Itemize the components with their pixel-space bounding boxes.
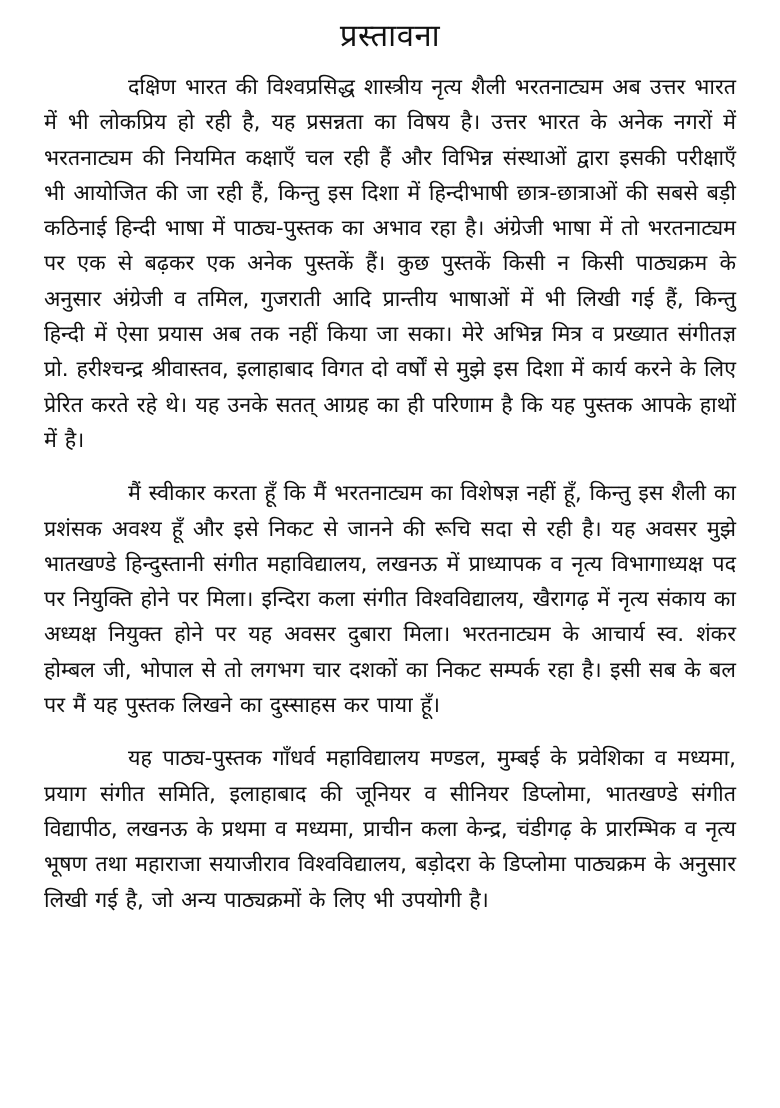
paragraph-1: दक्षिण भारत की विश्वप्रसिद्ध शास्त्रीय नृत्य शैली भरतनाट्यम अब उत्तर भारत में भी लोकप्रिय हो रही है, यह प्रसन्नता का विषय है। उत्तर भारत के अनेक नगरों में भरतनाट्यम की नियमित कक्षाएँ चल रही हैं और विभिन्न संस्थाओं द्वारा इसकी परीक्षाएँ भी आयोजित की जा रही हैं, किन्तु इस दिशा में हिन्दीभाषी छात्र-छात्राओं की सबसे बड़ी कठिनाई हिन्दी भाषा में पाठ्य-पुस्तक का अभाव रहा है। अंग्रेजी भाषा में तो भरतनाट्यम पर एक से बढ़कर एक अनेक पुस्तकें हैं। कुछ पुस्तकें किसी न किसी पाठ्यक्रम के अनुसार अंग्रेजी व तमिल, गुजराती आदि प्रान्तीय भाषाओं में भी लिखी गई हैं, किन्तु हिन्दी में ऐसा प्रयास अब तक नहीं किया जा सका। मेरे अभिन्न मित्र व प्रख्यात संगीतज्ञ प्रो. हरीश्चन्द्र श्रीवास्तव, इलाहाबाद विगत दो वर्षों से मुझे इस दिशा में कार्य करने के लिए प्रेरित करते रहे थे। यह उनके सतत् आग्रह का ही परिणाम है कि यह पुस्तक आपके हाथों में है। — [44, 75, 736, 453]
paragraph-2: मैं स्वीकार करता हूँ कि मैं भरतनाट्यम का विशेषज्ञ नहीं हूँ, किन्तु इस शैली का प्रशंसक अवश्य हूँ और इसे निकट से जानने की रूचि सदा से रही है। यह अवसर मुझे भातखण्डे हिन्दुस्तानी संगीत महाविद्यालय, लखनऊ में प्राध्यापक व नृत्य विभागाध्यक्ष पद पर नियुक्ति होने पर मिला। इन्दिरा कला संगीत विश्वविद्यालय, खैरागढ़ में नृत्य संकाय का अध्यक्ष नियुक्त होने पर यह अवसर दुबारा मिला। भरतनाट्यम के आचार्य स्व. शंकर होम्बल जी, भोपाल से तो लगभग चार दशकों का निकट सम्पर्क रहा है। इसी सब के बल पर मैं यह पुस्तक लिखने का दुस्साहस कर पाया हूँ। — [44, 481, 736, 719]
page-title: प्रस्तावना — [339, 18, 441, 54]
paragraph-3: यह पाठ्य-पुस्तक गाँधर्व महाविद्यालय मण्डल, मुम्बई के प्रवेशिका व मध्यमा, प्रयाग संगीत समिति, इलाहाबाद की जूनियर व सीनियर डिप्लोमा, भातखण्डे संगीत विद्यापीठ, लखनऊ के प्रथमा व मध्यमा, प्राचीन कला केन्द्र, चंडीगढ़ के प्रारम्भिक व नृत्य भूषण तथा महाराजा सयाजीराव विश्वविद्यालय, बड़ोदरा के डिप्लोमा पाठ्यक्रम के अनुसार लिखी गई है, जो अन्य पाठ्यक्रमों के लिए भी उपयोगी है। — [44, 746, 736, 913]
